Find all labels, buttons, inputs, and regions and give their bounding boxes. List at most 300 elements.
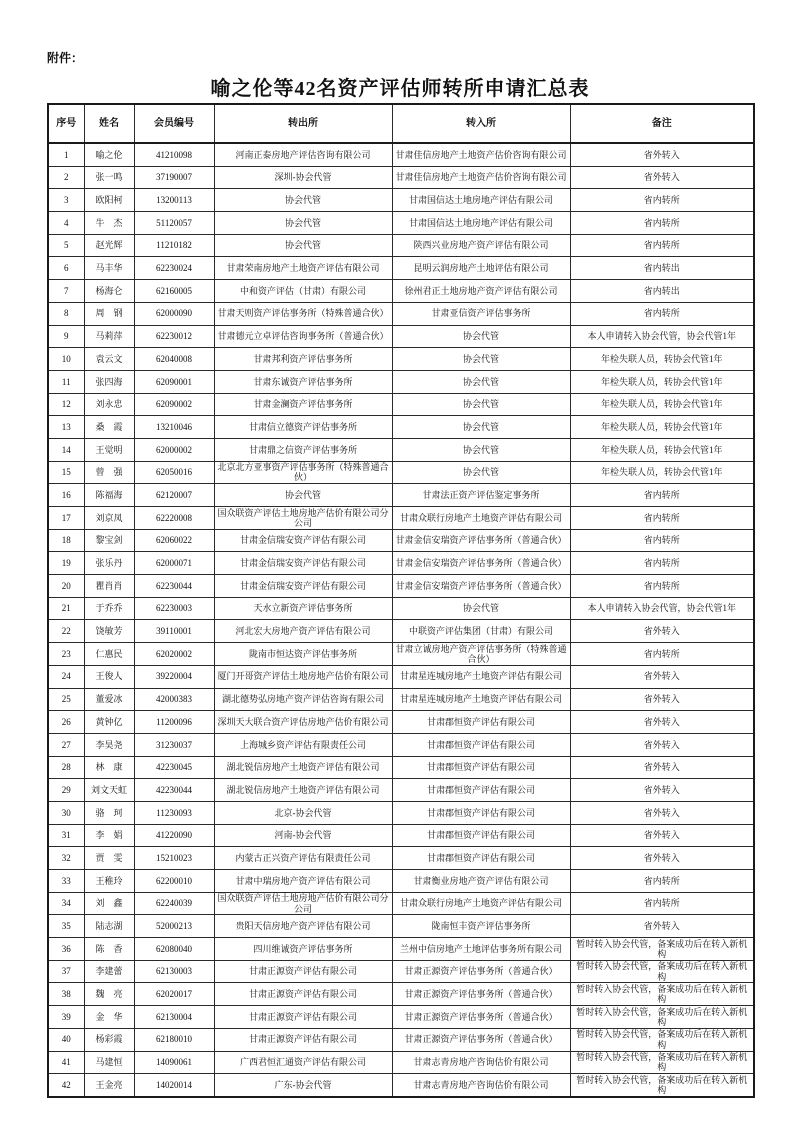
cell-remarks: 年检失联人员，转协会代管1年 xyxy=(570,393,754,416)
cell-name: 王觉明 xyxy=(84,438,134,461)
cell-transfer-out: 甘肃邦利资产评估事务所 xyxy=(214,348,392,371)
cell-transfer-in: 甘肃正源资产评估事务所（普通合伙） xyxy=(392,1028,570,1051)
cell-member-no: 62000090 xyxy=(134,302,214,325)
cell-transfer-out: 湖北锐信房地产土地资产评估有限公司 xyxy=(214,756,392,779)
cell-member-no: 62020002 xyxy=(134,643,214,666)
cell-transfer-out: 甘肃正源资产评估有限公司 xyxy=(214,960,392,983)
cell-remarks: 省外转入 xyxy=(570,801,754,824)
cell-remarks: 省内转所 xyxy=(570,643,754,666)
cell-name: 陆志湖 xyxy=(84,915,134,938)
cell-transfer-out: 上海城乡资产评估有限责任公司 xyxy=(214,733,392,756)
cell-index: 26 xyxy=(48,711,84,734)
cell-index: 28 xyxy=(48,756,84,779)
table-row xyxy=(48,143,754,166)
cell-transfer-in: 甘肃郡恒资产评估有限公司 xyxy=(392,847,570,870)
cell-name: 袁云文 xyxy=(84,348,134,371)
cell-member-no: 62230024 xyxy=(134,257,214,280)
cell-remarks: 本人申请转入协会代管，协会代管1年 xyxy=(570,325,754,348)
cell-transfer-out: 广西君恒汇通资产评估有限公司 xyxy=(214,1051,392,1074)
cell-remarks: 省内转所 xyxy=(570,575,754,598)
cell-name: 赵光辉 xyxy=(84,234,134,257)
cell-remarks: 暂时转入协会代管，备案成功后在转入新机构 xyxy=(570,1051,754,1074)
cell-index: 19 xyxy=(48,552,84,575)
cell-member-no: 51120057 xyxy=(134,212,214,235)
cell-transfer-in: 甘肃佳信房地产土地资产估价咨询有限公司 xyxy=(392,166,570,189)
cell-transfer-in: 陕西兴业房地产资产评估有限公司 xyxy=(392,234,570,257)
cell-transfer-in: 中联资产评估集团（甘肃）有限公司 xyxy=(392,620,570,643)
cell-member-no: 42230044 xyxy=(134,779,214,802)
cell-remarks: 省外转入 xyxy=(570,756,754,779)
table-row xyxy=(48,484,754,507)
cell-transfer-in: 甘肃众联行房地产土地资产评估有限公司 xyxy=(392,892,570,915)
cell-name: 牛 杰 xyxy=(84,212,134,235)
cell-remarks: 省内转所 xyxy=(570,484,754,507)
cell-remarks: 省外转入 xyxy=(570,665,754,688)
cell-remarks: 省外转入 xyxy=(570,847,754,870)
cell-transfer-out: 深圳-协会代管 xyxy=(214,166,392,189)
table-row xyxy=(48,870,754,893)
cell-member-no: 62180010 xyxy=(134,1028,214,1051)
cell-transfer-out: 甘肃信立德资产评估事务所 xyxy=(214,416,392,439)
cell-member-no: 62090001 xyxy=(134,370,214,393)
cell-remarks: 省外转入 xyxy=(570,915,754,938)
cell-index: 34 xyxy=(48,892,84,915)
cell-transfer-in: 甘肃郡恒资产评估有限公司 xyxy=(392,824,570,847)
table-row xyxy=(48,938,754,961)
cell-member-no: 62160005 xyxy=(134,280,214,303)
cell-transfer-in: 甘肃衡业房地产资产评估有限公司 xyxy=(392,870,570,893)
cell-member-no: 13210046 xyxy=(134,416,214,439)
cell-member-no: 62240039 xyxy=(134,892,214,915)
table-row xyxy=(48,711,754,734)
cell-remarks: 暂时转入协会代管，备案成功后在转入新机构 xyxy=(570,960,754,983)
cell-name: 贾 雯 xyxy=(84,847,134,870)
cell-name: 陈福海 xyxy=(84,484,134,507)
cell-member-no: 31230037 xyxy=(134,733,214,756)
table-row xyxy=(48,529,754,552)
cell-name: 李建蕾 xyxy=(84,960,134,983)
cell-remarks: 省内转所 xyxy=(570,552,754,575)
cell-index: 38 xyxy=(48,983,84,1006)
cell-remarks: 省内转所 xyxy=(570,234,754,257)
table-header-row xyxy=(48,104,754,143)
cell-transfer-out: 甘肃正源资产评估有限公司 xyxy=(214,1006,392,1029)
cell-member-no: 62050016 xyxy=(134,461,214,484)
table-row xyxy=(48,393,754,416)
cell-transfer-in: 甘肃金信安瑞资产评估事务所（普通合伙） xyxy=(392,575,570,598)
table-body xyxy=(48,143,754,1097)
cell-remarks: 省内转所 xyxy=(570,302,754,325)
cell-member-no: 15210023 xyxy=(134,847,214,870)
table-row xyxy=(48,257,754,280)
cell-remarks: 省内转所 xyxy=(570,507,754,530)
cell-transfer-in: 甘肃正源资产评估事务所（普通合伙） xyxy=(392,960,570,983)
cell-name: 桑 霞 xyxy=(84,416,134,439)
cell-member-no: 11230093 xyxy=(134,801,214,824)
cell-name: 周 钢 xyxy=(84,302,134,325)
cell-index: 8 xyxy=(48,302,84,325)
cell-index: 3 xyxy=(48,189,84,212)
table-row xyxy=(48,575,754,598)
cell-name: 林 康 xyxy=(84,756,134,779)
cell-transfer-out: 北京-协会代管 xyxy=(214,801,392,824)
cell-index: 7 xyxy=(48,280,84,303)
cell-name: 董爱冰 xyxy=(84,688,134,711)
cell-transfer-out: 四川维诚资产评估事务所 xyxy=(214,938,392,961)
cell-transfer-out: 甘肃金信瑞安资产评估有限公司 xyxy=(214,575,392,598)
cell-remarks: 省外转入 xyxy=(570,143,754,166)
cell-transfer-in: 甘肃志青房地产咨询估价有限公司 xyxy=(392,1051,570,1074)
table-row xyxy=(48,688,754,711)
cell-remarks: 年检失联人员，转协会代管1年 xyxy=(570,370,754,393)
table-row xyxy=(48,915,754,938)
cell-index: 10 xyxy=(48,348,84,371)
table-row xyxy=(48,665,754,688)
cell-index: 9 xyxy=(48,325,84,348)
cell-transfer-out: 国众联资产评估土地房地产估价有限公司分公司 xyxy=(214,892,392,915)
cell-name: 于乔乔 xyxy=(84,597,134,620)
cell-name: 张一鸣 xyxy=(84,166,134,189)
cell-name: 李 娟 xyxy=(84,824,134,847)
cell-index: 15 xyxy=(48,461,84,484)
cell-transfer-in: 昆明云润房地产土地评估有限公司 xyxy=(392,257,570,280)
cell-member-no: 62080040 xyxy=(134,938,214,961)
cell-member-no: 39110001 xyxy=(134,620,214,643)
table-row xyxy=(48,280,754,303)
table-row xyxy=(48,892,754,915)
cell-member-no: 62120007 xyxy=(134,484,214,507)
cell-name: 王俊人 xyxy=(84,665,134,688)
cell-transfer-in: 甘肃金信安瑞资产评估事务所（普通合伙） xyxy=(392,529,570,552)
cell-index: 6 xyxy=(48,257,84,280)
cell-remarks: 年检失联人员，转协会代管1年 xyxy=(570,438,754,461)
cell-transfer-out: 北京北方亚事资产评估事务所（特殊普通合伙） xyxy=(214,461,392,484)
table-row xyxy=(48,960,754,983)
cell-member-no: 62130003 xyxy=(134,960,214,983)
cell-name: 马建恒 xyxy=(84,1051,134,1074)
cell-transfer-out: 贵阳天信房地产资产评估有限公司 xyxy=(214,915,392,938)
cell-remarks: 省外转入 xyxy=(570,166,754,189)
cell-transfer-out: 协会代管 xyxy=(214,189,392,212)
cell-transfer-in: 甘肃正源资产评估事务所（普通合伙） xyxy=(392,983,570,1006)
cell-name: 黄钟亿 xyxy=(84,711,134,734)
cell-transfer-in: 兰州中信房地产土地评估事务所有限公司 xyxy=(392,938,570,961)
cell-transfer-out: 甘肃德元立卓评估咨询事务所（普通合伙） xyxy=(214,325,392,348)
cell-transfer-in: 甘肃立诚房地产资产评估事务所（特殊普通合伙） xyxy=(392,643,570,666)
cell-transfer-out: 协会代管 xyxy=(214,234,392,257)
table-row xyxy=(48,756,754,779)
cell-index: 17 xyxy=(48,507,84,530)
cell-remarks: 省外转入 xyxy=(570,779,754,802)
cell-name: 金 华 xyxy=(84,1006,134,1029)
cell-member-no: 14020014 xyxy=(134,1074,214,1097)
table-row xyxy=(48,824,754,847)
cell-remarks: 年检失联人员，转协会代管1年 xyxy=(570,461,754,484)
cell-transfer-in: 协会代管 xyxy=(392,438,570,461)
cell-member-no: 62060022 xyxy=(134,529,214,552)
cell-remarks: 省外转入 xyxy=(570,733,754,756)
table-row xyxy=(48,620,754,643)
cell-name: 陈 香 xyxy=(84,938,134,961)
cell-remarks: 省外转入 xyxy=(570,620,754,643)
cell-name: 欧阳柯 xyxy=(84,189,134,212)
table-row xyxy=(48,1006,754,1029)
cell-member-no: 62220008 xyxy=(134,507,214,530)
page-title: 喻之伦等42名资产评估师转所申请汇总表 xyxy=(210,78,590,100)
cell-transfer-in: 甘肃国信达土地房地产评估有限公司 xyxy=(392,212,570,235)
cell-remarks: 省内转所 xyxy=(570,189,754,212)
table-row xyxy=(48,507,754,530)
cell-name: 杨彩霞 xyxy=(84,1028,134,1051)
cell-transfer-in: 甘肃郡恒资产评估有限公司 xyxy=(392,756,570,779)
cell-member-no: 62000071 xyxy=(134,552,214,575)
cell-index: 20 xyxy=(48,575,84,598)
cell-index: 33 xyxy=(48,870,84,893)
cell-transfer-out: 甘肃天则资产评估事务所（特殊普通合伙） xyxy=(214,302,392,325)
cell-name: 张乐丹 xyxy=(84,552,134,575)
cell-name: 杨海仑 xyxy=(84,280,134,303)
cell-name: 李昊尧 xyxy=(84,733,134,756)
cell-transfer-in: 协会代管 xyxy=(392,597,570,620)
cell-remarks: 本人申请转入协会代管，协会代管1年 xyxy=(570,597,754,620)
cell-transfer-out: 内蒙古正兴资产评估有限责任公司 xyxy=(214,847,392,870)
table-row xyxy=(48,733,754,756)
cell-index: 37 xyxy=(48,960,84,983)
col-header-index: 序号 xyxy=(48,104,84,143)
cell-index: 27 xyxy=(48,733,84,756)
cell-remarks: 省外转入 xyxy=(570,824,754,847)
table-row xyxy=(48,552,754,575)
col-header-transfer-out: 转出所 xyxy=(214,104,392,143)
cell-member-no: 39220004 xyxy=(134,665,214,688)
cell-transfer-out: 河北宏大房地产资产评估有限公司 xyxy=(214,620,392,643)
cell-transfer-out: 甘肃金澜资产评估事务所 xyxy=(214,393,392,416)
col-header-member-no: 会员编号 xyxy=(134,104,214,143)
cell-remarks: 暂时转入协会代管，备案成功后在转入新机构 xyxy=(570,938,754,961)
cell-name: 喻之伦 xyxy=(84,143,134,166)
cell-transfer-in: 协会代管 xyxy=(392,393,570,416)
table-row xyxy=(48,370,754,393)
cell-transfer-out: 中和资产评估（甘肃）有限公司 xyxy=(214,280,392,303)
cell-transfer-in: 甘肃星连城房地产土地资产评估有限公司 xyxy=(392,688,570,711)
cell-transfer-out: 湖北德势弘房地产资产评估咨询有限公司 xyxy=(214,688,392,711)
cell-member-no: 41220090 xyxy=(134,824,214,847)
cell-name: 曾 强 xyxy=(84,461,134,484)
table-row xyxy=(48,234,754,257)
cell-transfer-out: 天水立新资产评估事务所 xyxy=(214,597,392,620)
cell-member-no: 62200010 xyxy=(134,870,214,893)
cell-transfer-out: 甘肃金信瑞安资产评估有限公司 xyxy=(214,529,392,552)
cell-remarks: 省外转入 xyxy=(570,688,754,711)
cell-member-no: 11210182 xyxy=(134,234,214,257)
cell-remarks: 省内转出 xyxy=(570,257,754,280)
cell-member-no: 62230003 xyxy=(134,597,214,620)
cell-member-no: 62020017 xyxy=(134,983,214,1006)
table-row xyxy=(48,461,754,484)
cell-member-no: 62230012 xyxy=(134,325,214,348)
table-row xyxy=(48,416,754,439)
cell-transfer-in: 甘肃金信安瑞资产评估事务所（普通合伙） xyxy=(392,552,570,575)
cell-name: 张四海 xyxy=(84,370,134,393)
col-header-transfer-in: 转入所 xyxy=(392,104,570,143)
cell-index: 36 xyxy=(48,938,84,961)
cell-transfer-out: 河南正泰房地产评估咨询有限公司 xyxy=(214,143,392,166)
cell-index: 18 xyxy=(48,529,84,552)
cell-transfer-out: 河南-协会代管 xyxy=(214,824,392,847)
cell-member-no: 62130004 xyxy=(134,1006,214,1029)
cell-transfer-out: 湖北锐信房地产土地资产评估有限公司 xyxy=(214,779,392,802)
cell-name: 刘永忠 xyxy=(84,393,134,416)
cell-member-no: 62000002 xyxy=(134,438,214,461)
table-row xyxy=(48,597,754,620)
table-row xyxy=(48,1028,754,1051)
cell-index: 12 xyxy=(48,393,84,416)
cell-transfer-out: 协会代管 xyxy=(214,484,392,507)
cell-index: 21 xyxy=(48,597,84,620)
table-row xyxy=(48,302,754,325)
cell-index: 41 xyxy=(48,1051,84,1074)
cell-name: 魏 亮 xyxy=(84,983,134,1006)
cell-name: 饶敏芳 xyxy=(84,620,134,643)
cell-member-no: 52000213 xyxy=(134,915,214,938)
cell-name: 马丰华 xyxy=(84,257,134,280)
cell-name: 刘文天虹 xyxy=(84,779,134,802)
cell-transfer-in: 甘肃亚信资产评估事务所 xyxy=(392,302,570,325)
cell-transfer-in: 甘肃郡恒资产评估有限公司 xyxy=(392,801,570,824)
cell-transfer-in: 徐州君正土地房地产资产评估有限公司 xyxy=(392,280,570,303)
cell-name: 骆 珂 xyxy=(84,801,134,824)
cell-transfer-in: 甘肃佳信房地产土地资产估价咨询有限公司 xyxy=(392,143,570,166)
cell-transfer-in: 甘肃正源资产评估事务所（普通合伙） xyxy=(392,1006,570,1029)
cell-name: 仁惠民 xyxy=(84,643,134,666)
cell-member-no: 13200113 xyxy=(134,189,214,212)
table-row xyxy=(48,1074,754,1097)
table-row xyxy=(48,438,754,461)
cell-member-no: 62090002 xyxy=(134,393,214,416)
cell-index: 4 xyxy=(48,212,84,235)
cell-transfer-out: 甘肃鼎之信资产评估事务所 xyxy=(214,438,392,461)
cell-remarks: 暂时转入协会代管，备案成功后在转入新机构 xyxy=(570,1074,754,1097)
cell-name: 黎宝剑 xyxy=(84,529,134,552)
cell-transfer-in: 甘肃国信达土地房地产评估有限公司 xyxy=(392,189,570,212)
cell-member-no: 42000383 xyxy=(134,688,214,711)
table-row xyxy=(48,779,754,802)
cell-remarks: 省外转入 xyxy=(570,711,754,734)
cell-index: 25 xyxy=(48,688,84,711)
cell-member-no: 37190007 xyxy=(134,166,214,189)
cell-transfer-in: 协会代管 xyxy=(392,370,570,393)
cell-transfer-out: 深圳天大联合资产评估房地产估价有限公司 xyxy=(214,711,392,734)
cell-transfer-in: 协会代管 xyxy=(392,416,570,439)
cell-index: 22 xyxy=(48,620,84,643)
cell-index: 11 xyxy=(48,370,84,393)
cell-transfer-out: 甘肃正源资产评估有限公司 xyxy=(214,983,392,1006)
cell-remarks: 暂时转入协会代管，备案成功后在转入新机构 xyxy=(570,983,754,1006)
cell-transfer-in: 协会代管 xyxy=(392,461,570,484)
cell-remarks: 省内转出 xyxy=(570,280,754,303)
cell-index: 5 xyxy=(48,234,84,257)
table-row xyxy=(48,189,754,212)
cell-index: 30 xyxy=(48,801,84,824)
cell-index: 13 xyxy=(48,416,84,439)
cell-name: 刘 鑫 xyxy=(84,892,134,915)
cell-transfer-in: 甘肃郡恒资产评估有限公司 xyxy=(392,779,570,802)
cell-transfer-out: 厦门开哥资产评估土地房地产估价有限公司 xyxy=(214,665,392,688)
cell-transfer-in: 甘肃志青房地产咨询估价有限公司 xyxy=(392,1074,570,1097)
cell-index: 39 xyxy=(48,1006,84,1029)
cell-name: 瞿肖肖 xyxy=(84,575,134,598)
cell-member-no: 62230044 xyxy=(134,575,214,598)
col-header-remarks: 备注 xyxy=(570,104,754,143)
cell-transfer-in: 甘肃郡恒资产评估有限公司 xyxy=(392,733,570,756)
cell-remarks: 暂时转入协会代管，备案成功后在转入新机构 xyxy=(570,1028,754,1051)
cell-member-no: 62040008 xyxy=(134,348,214,371)
cell-member-no: 42230045 xyxy=(134,756,214,779)
cell-name: 刘京凤 xyxy=(84,507,134,530)
cell-remarks: 年检失联人员，转协会代管1年 xyxy=(570,348,754,371)
attachment-label: 附件： xyxy=(47,51,84,65)
table-row xyxy=(48,643,754,666)
col-header-name: 姓名 xyxy=(84,104,134,143)
cell-index: 1 xyxy=(48,143,84,166)
cell-member-no: 14090061 xyxy=(134,1051,214,1074)
cell-transfer-out: 国众联资产评估土地房地产估价有限公司分公司 xyxy=(214,507,392,530)
cell-transfer-in: 协会代管 xyxy=(392,325,570,348)
cell-transfer-in: 甘肃众联行房地产土地资产评估有限公司 xyxy=(392,507,570,530)
cell-remarks: 省内转所 xyxy=(570,870,754,893)
cell-name: 马莉萍 xyxy=(84,325,134,348)
cell-transfer-out: 广东-协会代管 xyxy=(214,1074,392,1097)
table-row xyxy=(48,983,754,1006)
table-row xyxy=(48,348,754,371)
table-row xyxy=(48,801,754,824)
cell-index: 2 xyxy=(48,166,84,189)
cell-transfer-out: 甘肃金信瑞安资产评估有限公司 xyxy=(214,552,392,575)
cell-transfer-out: 甘肃中瑞房地产资产评估有限公司 xyxy=(214,870,392,893)
cell-transfer-in: 甘肃星连城房地产土地资产评估有限公司 xyxy=(392,665,570,688)
cell-member-no: 41210098 xyxy=(134,143,214,166)
cell-index: 32 xyxy=(48,847,84,870)
table-row xyxy=(48,1051,754,1074)
cell-transfer-in: 陇南恒丰资产评估事务所 xyxy=(392,915,570,938)
cell-name: 王金亮 xyxy=(84,1074,134,1097)
cell-index: 40 xyxy=(48,1028,84,1051)
cell-transfer-in: 甘肃郡恒资产评估有限公司 xyxy=(392,711,570,734)
table-row xyxy=(48,325,754,348)
cell-transfer-out: 甘肃正源资产评估有限公司 xyxy=(214,1028,392,1051)
table-row xyxy=(48,212,754,235)
cell-remarks: 省内转所 xyxy=(570,529,754,552)
cell-index: 14 xyxy=(48,438,84,461)
cell-remarks: 年检失联人员，转协会代管1年 xyxy=(570,416,754,439)
cell-index: 16 xyxy=(48,484,84,507)
cell-remarks: 省内转所 xyxy=(570,212,754,235)
cell-remarks: 省内转所 xyxy=(570,892,754,915)
cell-transfer-out: 甘肃东诚资产评估事务所 xyxy=(214,370,392,393)
table-row xyxy=(48,847,754,870)
cell-index: 29 xyxy=(48,779,84,802)
cell-transfer-in: 协会代管 xyxy=(392,348,570,371)
cell-name: 王稚玲 xyxy=(84,870,134,893)
transfer-summary-table xyxy=(47,103,755,1098)
cell-transfer-out: 甘肃荣南房地产土地资产评估有限公司 xyxy=(214,257,392,280)
cell-index: 23 xyxy=(48,643,84,666)
cell-transfer-out: 协会代管 xyxy=(214,212,392,235)
cell-transfer-out: 陇南市恒达资产评估事务所 xyxy=(214,643,392,666)
cell-index: 24 xyxy=(48,665,84,688)
cell-index: 35 xyxy=(48,915,84,938)
table-row xyxy=(48,166,754,189)
